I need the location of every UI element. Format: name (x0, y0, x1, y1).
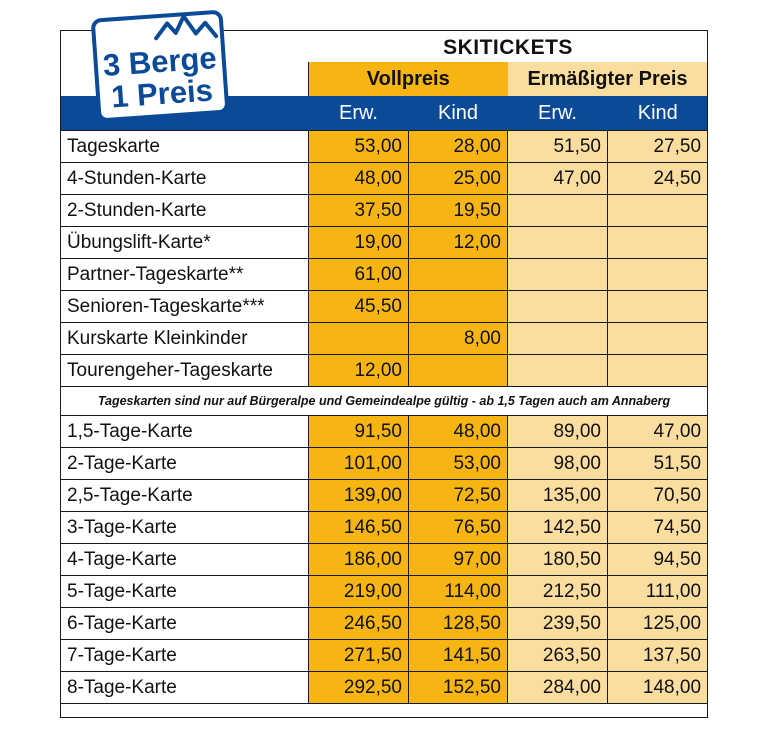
price-full-child: 53,00 (409, 448, 508, 480)
price-full-adult: 101,00 (309, 448, 409, 480)
price-full-child: 76,50 (409, 512, 508, 544)
price-reduced-child: 94,50 (608, 544, 708, 576)
row-name: Partner-Tageskarte** (61, 259, 309, 291)
price-full-child: 152,50 (409, 672, 508, 704)
table-row (61, 131, 708, 163)
price-reduced-adult (508, 259, 608, 291)
group-reduced-price: Ermäßigter Preis (508, 62, 708, 96)
logo-3-berge-1-preis (86, 6, 236, 124)
price-reduced-adult: 142,50 (508, 512, 608, 544)
price-reduced-child (608, 323, 708, 355)
subheader-child-full: Kind (409, 96, 508, 131)
price-full-adult: 91,50 (309, 416, 409, 448)
price-full-child: 128,50 (409, 608, 508, 640)
price-full-child: 114,00 (409, 576, 508, 608)
price-full-child (409, 291, 508, 323)
price-full-child: 12,00 (409, 227, 508, 259)
table-row (61, 640, 708, 672)
table-row (61, 480, 708, 512)
row-name: Senioren-Tageskarte*** (61, 291, 309, 323)
price-reduced-adult (508, 355, 608, 387)
row-name: 7-Tage-Karte (61, 640, 309, 672)
price-full-adult: 146,50 (309, 512, 409, 544)
price-full-adult: 53,00 (309, 131, 409, 163)
price-full-child: 48,00 (409, 416, 508, 448)
row-name: 2,5-Tage-Karte (61, 480, 309, 512)
price-full-adult: 186,00 (309, 544, 409, 576)
row-name: 8-Tage-Karte (61, 672, 309, 704)
price-full-child: 141,50 (409, 640, 508, 672)
row-name: Kurskarte Kleinkinder (61, 323, 309, 355)
price-reduced-adult: 98,00 (508, 448, 608, 480)
price-reduced-child: 27,50 (608, 131, 708, 163)
table-row (61, 195, 708, 227)
price-full-adult: 246,50 (309, 608, 409, 640)
logo-line-1: 3 Berge (101, 40, 218, 84)
price-reduced-adult: 135,00 (508, 480, 608, 512)
price-reduced-adult: 89,00 (508, 416, 608, 448)
price-full-child (409, 355, 508, 387)
price-full-child: 28,00 (409, 131, 508, 163)
row-name: 4-Stunden-Karte (61, 163, 309, 195)
table-row (61, 259, 708, 291)
row-name: 5-Tage-Karte (61, 576, 309, 608)
price-reduced-child: 51,50 (608, 448, 708, 480)
price-reduced-child: 148,00 (608, 672, 708, 704)
price-full-adult: 45,50 (309, 291, 409, 323)
subheader-adult-full: Erw. (309, 96, 409, 131)
row-name: Tourengeher-Tageskarte (61, 355, 309, 387)
price-reduced-child: 125,00 (608, 608, 708, 640)
price-full-adult (309, 323, 409, 355)
price-full-adult: 219,00 (309, 576, 409, 608)
price-full-child: 19,50 (409, 195, 508, 227)
price-reduced-adult (508, 227, 608, 259)
price-reduced-adult: 239,50 (508, 608, 608, 640)
table-row (61, 227, 708, 259)
price-full-adult: 292,50 (309, 672, 409, 704)
price-reduced-adult: 263,50 (508, 640, 608, 672)
table-row (61, 355, 708, 387)
price-reduced-adult: 47,00 (508, 163, 608, 195)
price-reduced-adult (508, 195, 608, 227)
price-reduced-child: 24,50 (608, 163, 708, 195)
price-reduced-child: 111,00 (608, 576, 708, 608)
price-reduced-adult: 51,50 (508, 131, 608, 163)
price-full-child: 25,00 (409, 163, 508, 195)
price-full-child: 72,50 (409, 480, 508, 512)
table-row (61, 416, 708, 448)
price-reduced-child (608, 259, 708, 291)
price-reduced-adult: 284,00 (508, 672, 608, 704)
row-name: 2-Stunden-Karte (61, 195, 309, 227)
row-name: Übungslift-Karte* (61, 227, 309, 259)
table-row (61, 512, 708, 544)
validity-note: Tageskarten sind nur auf Bürgeralpe und Gemeindealpe gültig - ab 1,5 Tagen auch am Annaberg (61, 387, 708, 416)
price-reduced-adult: 180,50 (508, 544, 608, 576)
price-full-adult: 139,00 (309, 480, 409, 512)
table-row (61, 323, 708, 355)
table-row (61, 448, 708, 480)
price-full-adult: 19,00 (309, 227, 409, 259)
price-reduced-child: 74,50 (608, 512, 708, 544)
price-reduced-child (608, 291, 708, 323)
table-row (61, 576, 708, 608)
row-name: 1,5-Tage-Karte (61, 416, 309, 448)
row-name: 6-Tage-Karte (61, 608, 309, 640)
price-reduced-child (608, 227, 708, 259)
price-reduced-adult (508, 323, 608, 355)
price-full-adult: 61,00 (309, 259, 409, 291)
price-reduced-child: 70,50 (608, 480, 708, 512)
price-reduced-child: 47,00 (608, 416, 708, 448)
row-name: 2-Tage-Karte (61, 448, 309, 480)
logo-line-2: 1 Preis (110, 72, 214, 115)
table-row (61, 291, 708, 323)
price-full-child: 97,00 (409, 544, 508, 576)
price-reduced-child: 137,50 (608, 640, 708, 672)
table-row (61, 544, 708, 576)
price-reduced-adult: 212,50 (508, 576, 608, 608)
price-full-adult: 271,50 (309, 640, 409, 672)
subheader-child-reduced: Kind (608, 96, 708, 131)
row-name: Tageskarte (61, 131, 309, 163)
price-full-adult: 12,00 (309, 355, 409, 387)
price-full-adult: 37,50 (309, 195, 409, 227)
price-full-child: 8,00 (409, 323, 508, 355)
validity-note-row (61, 387, 708, 416)
price-reduced-adult (508, 291, 608, 323)
group-full-price: Vollpreis (309, 62, 508, 96)
ski-ticket-price-table (60, 30, 708, 704)
row-name: 4-Tage-Karte (61, 544, 309, 576)
table-row (61, 608, 708, 640)
price-reduced-child (608, 355, 708, 387)
table-row (61, 163, 708, 195)
price-full-adult: 48,00 (309, 163, 409, 195)
subheader-adult-reduced: Erw. (508, 96, 608, 131)
row-name: 3-Tage-Karte (61, 512, 309, 544)
price-full-child (409, 259, 508, 291)
price-reduced-child (608, 195, 708, 227)
table-row (61, 672, 708, 704)
table-title: SKITICKETS (443, 36, 573, 59)
